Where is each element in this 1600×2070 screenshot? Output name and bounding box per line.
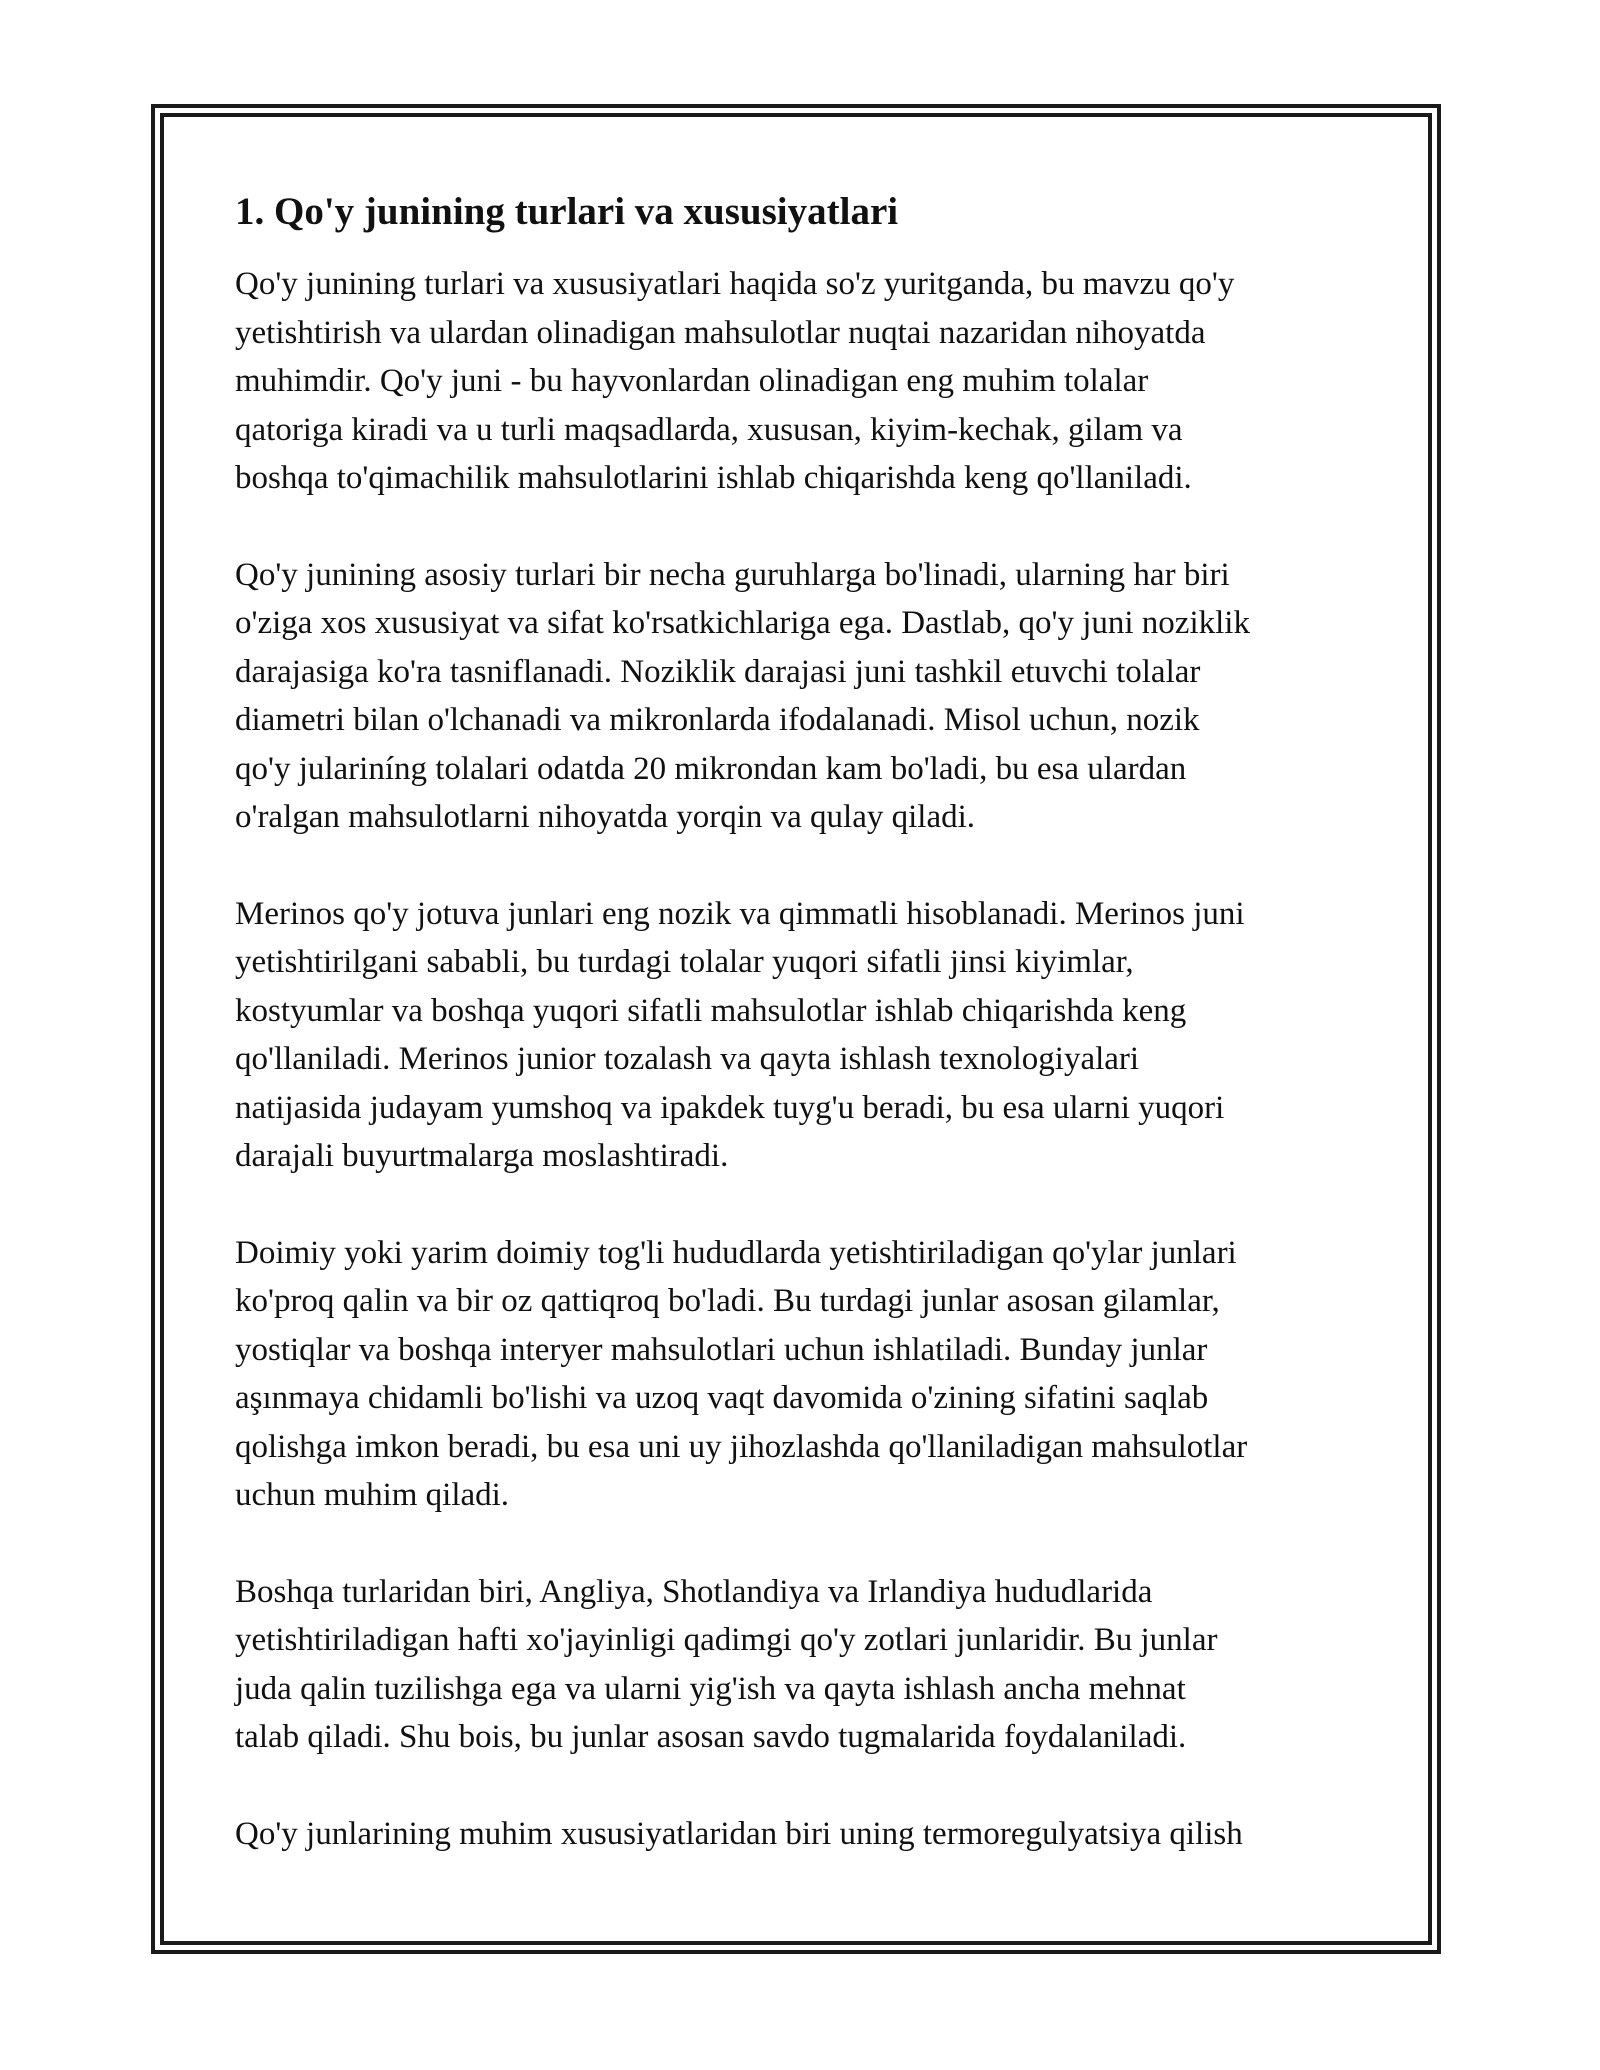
text-line: talab qiladi. Shu bois, bu junlar asosan savdo tugmalarida foydalaniladi.: [235, 1719, 1187, 1755]
text-line: diametri bilan o'lchanadi va mikronlarda ifodalanadi. Misol uchun, nozik: [235, 702, 1200, 738]
document-body: [235, 188, 1365, 1906]
text-line: Boshqa turlaridan biri, Angliya, Shotlandiya va Irlandiya hududlarida: [235, 1573, 1153, 1610]
text-line: juda qalin tuzilishga ega va ularni yig'ish va qayta ishlash ancha mehnat: [235, 1670, 1186, 1707]
text-line: Qo'y junining asosiy turlari bir necha guruhlarga bo'linadi, ularning har biri: [235, 556, 1230, 593]
paragraph-4: [235, 1229, 1365, 1520]
text-line: qo'y julariníng tolalari odatda 20 mikrondan kam bo'ladi, bu esa ulardan: [235, 750, 1187, 787]
paragraph-2: [235, 551, 1365, 842]
paragraph-1: [235, 260, 1365, 503]
text-line: ko'proq qalin va bir oz qattiqroq bo'ladi. Bu turdagi junlar asosan gilamlar,: [235, 1283, 1220, 1319]
text-line: yetishtirilgani sababli, bu turdagi tolalar yuqori sifatli jinsi kiyimlar,: [235, 944, 1134, 980]
text-line: qo'llaniladi. Merinos junior tozalash va qayta ishlash texnologiyalari: [235, 1041, 1140, 1077]
text-line: darajali buyurtmalarga moslashtiradi.: [235, 1138, 729, 1174]
text-line: o'ziga xos xususiyat va sifat ko'rsatkichlariga ega. Dastlab, qo'y juni noziklik: [235, 605, 1250, 641]
text-line: Merinos qo'y jotuva junlari eng nozik va qimmatli hisoblanadi. Merinos juni: [235, 895, 1245, 932]
text-line: qolishga imkon beradi, bu esa uni uy jihozlashda qo'llaniladigan mahsulotlar: [235, 1428, 1248, 1465]
paragraph-5: [235, 1568, 1365, 1762]
text-line: natijasida judayam yumshoq va ipakdek tuyg'u beradi, bu esa ularni yuqori: [235, 1089, 1225, 1126]
text-line: aşınmaya chidamli bo'lishi va uzoq vaqt davomida o'zining sifatini saqlab: [235, 1380, 1209, 1416]
text-line: kostyumlar va boshqa yuqori sifatli mahsulotlar ishlab chiqarishda keng: [235, 992, 1187, 1029]
paragraph-6: [235, 1810, 1365, 1859]
text-line: uchun muhim qiladi.: [235, 1477, 510, 1513]
text-line: yetishtiriladigan hafti xo'jayinligi qadimgi qo'y zotlari junlaridir. Bu junlar: [235, 1622, 1218, 1658]
section-heading: 1. Qo'y junining turlari va xususiyatlari: [235, 190, 899, 233]
text-line: Doimiy yoki yarim doimiy tog'li hududlarda yetishtiriladigan qo'ylar junlari: [235, 1234, 1237, 1271]
text-line: Qo'y junining turlari va xususiyatlari haqida so'z yuritganda, bu mavzu qo'y: [235, 266, 1235, 302]
text-line: o'ralgan mahsulotlarni nihoyatda yorqin va qulay qiladi.: [235, 799, 976, 835]
text-line: Qo'y junlarining muhim xususiyatlaridan biri uning termoregulyatsiya qilish: [235, 1815, 1243, 1852]
paragraph-3: [235, 890, 1365, 1181]
text-line: boshqa to'qimachilik mahsulotlarini ishlab chiqarishda keng qo'llaniladi.: [235, 460, 1192, 496]
text-line: muhimdir. Qo'y juni - bu hayvonlardan olinadigan eng muhim tolalar: [235, 363, 1149, 399]
text-line: darajasiga ko'ra tasniflanadi. Noziklik darajasi juni tashkil etuvchi tolalar: [235, 653, 1201, 690]
text-line: qatoriga kiradi va u turli maqsadlarda, xususan, kiyim-kechak, gilam va: [235, 411, 1183, 448]
text-line: yostiqlar va boshqa interyer mahsulotlari uchun ishlatiladi. Bunday junlar: [235, 1331, 1208, 1368]
text-line: yetishtirish va ulardan olinadigan mahsulotlar nuqtai nazaridan nihoyatda: [235, 314, 1206, 351]
